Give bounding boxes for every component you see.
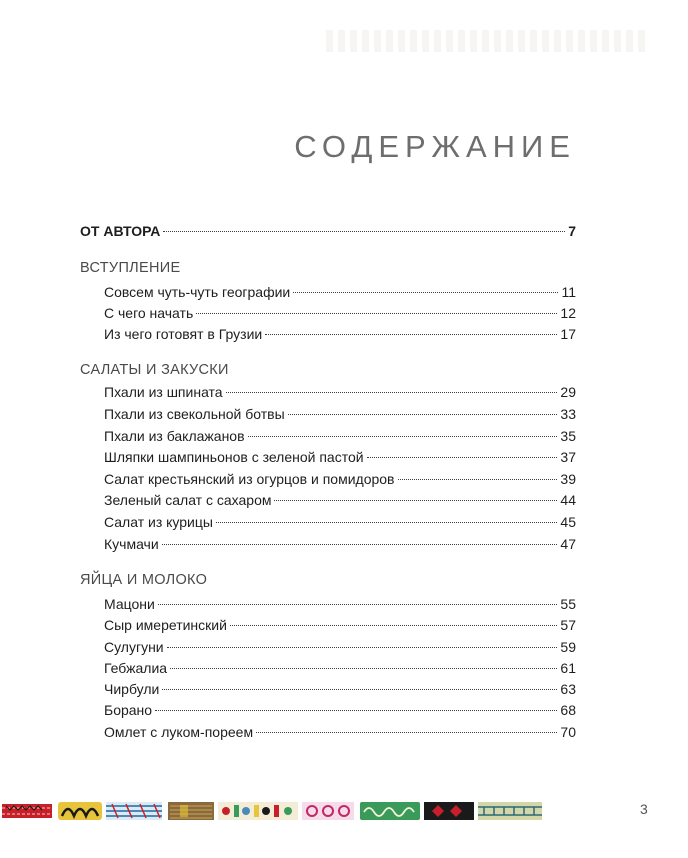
ornament-tile-magenta-rosettes: [302, 802, 354, 820]
section-heading-eggs-dairy: ЯЙЦА И МОЛОКО: [80, 572, 208, 588]
toc-entry-label: Шляпки шампиньонов с зеленой пастой: [104, 449, 364, 465]
ornament-tile-brown-grain: [168, 802, 214, 820]
toc-entry-page: 70: [560, 724, 576, 740]
toc-entry-page: 33: [560, 406, 576, 422]
toc-entry-label: Совсем чуть-чуть географии: [104, 284, 291, 300]
toc-entry-page: 63: [560, 681, 576, 697]
toc-entry[interactable]: [104, 720, 576, 744]
dot-leader: [274, 500, 557, 501]
dot-leader: [256, 732, 557, 733]
dot-leader: [367, 457, 558, 458]
toc-entry-page: 55: [560, 596, 576, 612]
ornament-tile-yellow-swirl: [58, 802, 102, 820]
toc-entry-label: Сулугуни: [104, 639, 164, 655]
ornament-tile-red-weave: [2, 804, 52, 818]
toc-entry-label: Мацони: [104, 596, 155, 612]
toc-entry-label: Пхали из баклажанов: [104, 428, 245, 444]
toc-entry-page: 59: [560, 639, 576, 655]
toc-entry[interactable]: [104, 402, 576, 426]
toc-entry-page: 17: [560, 326, 576, 342]
dot-leader: [230, 625, 558, 626]
toc-entry-label: Омлет с луком-пореем: [104, 724, 254, 740]
toc-entry-page: 37: [560, 449, 576, 465]
ornament-strip-graphic: [0, 798, 560, 824]
dot-leader: [293, 292, 558, 293]
ornament-tile-teal-pattern: [478, 802, 542, 820]
dot-leader: [162, 544, 558, 545]
ornament-tile-green-script: [360, 802, 420, 820]
toc-entry[interactable]: [104, 488, 576, 512]
toc-entry[interactable]: [104, 445, 576, 469]
toc-entry-label: Кучмачи: [104, 536, 159, 552]
dot-leader: [288, 414, 558, 415]
toc-entry-label: Зеленый салат с сахаром: [104, 492, 272, 508]
dot-leader: [155, 710, 557, 711]
dot-leader: [398, 479, 558, 480]
section-heading-intro: ВСТУПЛЕНИЕ: [80, 260, 181, 276]
toc-entry[interactable]: [104, 613, 576, 637]
dot-leader: [196, 313, 557, 314]
toc-entry-author[interactable]: [80, 219, 576, 243]
toc-entry[interactable]: [104, 322, 576, 346]
toc-entry[interactable]: [104, 380, 576, 404]
toc-entry[interactable]: [104, 510, 576, 534]
toc-entry[interactable]: [104, 532, 576, 556]
page-title: СОДЕРЖАНИЕ: [294, 128, 576, 164]
toc-entry-label: Салат крестьянский из огурцов и помидоров: [104, 471, 395, 487]
toc-entry-page: 29: [560, 384, 576, 400]
dot-leader: [226, 392, 558, 393]
dot-leader: [163, 231, 565, 232]
page-number: 3: [640, 801, 648, 817]
toc-entry-label: Борано: [104, 702, 153, 718]
toc-entry-label: С чего начать: [104, 305, 194, 321]
toc-entry-label: Гебжалиа: [104, 660, 168, 676]
dot-leader: [158, 604, 558, 605]
toc-entry-label: Пхали из шпината: [104, 384, 223, 400]
toc-entry-label: Из чего готовят в Грузии: [104, 326, 263, 342]
toc-entry[interactable]: [104, 698, 576, 722]
dot-leader: [170, 668, 557, 669]
ornament-tile-black-diamonds: [424, 802, 474, 820]
dot-leader: [167, 647, 558, 648]
ornament-tile-figures: [218, 802, 298, 820]
faint-show-through-ornament: [326, 30, 646, 52]
toc-entry-label: Сыр имеретинский: [104, 617, 227, 633]
toc-entry-page: 57: [560, 617, 576, 633]
dot-leader: [248, 436, 558, 437]
toc-entry-page: 44: [560, 492, 576, 508]
toc-entry-page: 45: [560, 514, 576, 530]
toc-entry-page: 35: [560, 428, 576, 444]
toc-entry-label: ОТ АВТОРА: [80, 223, 161, 239]
toc-entry-page: 61: [560, 660, 576, 676]
toc-entry-page: 7: [568, 223, 576, 239]
toc-entry-label: Пхали из свекольной ботвы: [104, 406, 285, 422]
toc-entry-page: 12: [560, 305, 576, 321]
ornament-tile-blue-stripes: [106, 802, 162, 820]
toc-entry-page: 68: [560, 702, 576, 718]
section-heading-salads: САЛАТЫ И ЗАКУСКИ: [80, 362, 229, 378]
ornament-strip: [0, 798, 560, 824]
dot-leader: [162, 689, 557, 690]
toc-entry-page: 47: [560, 536, 576, 552]
toc-entry-page: 39: [560, 471, 576, 487]
toc-entry-label: Чирбули: [104, 681, 160, 697]
dot-leader: [216, 522, 557, 523]
dot-leader: [265, 334, 557, 335]
toc-entry-label: Салат из курицы: [104, 514, 213, 530]
toc-entry-page: 11: [561, 284, 576, 300]
